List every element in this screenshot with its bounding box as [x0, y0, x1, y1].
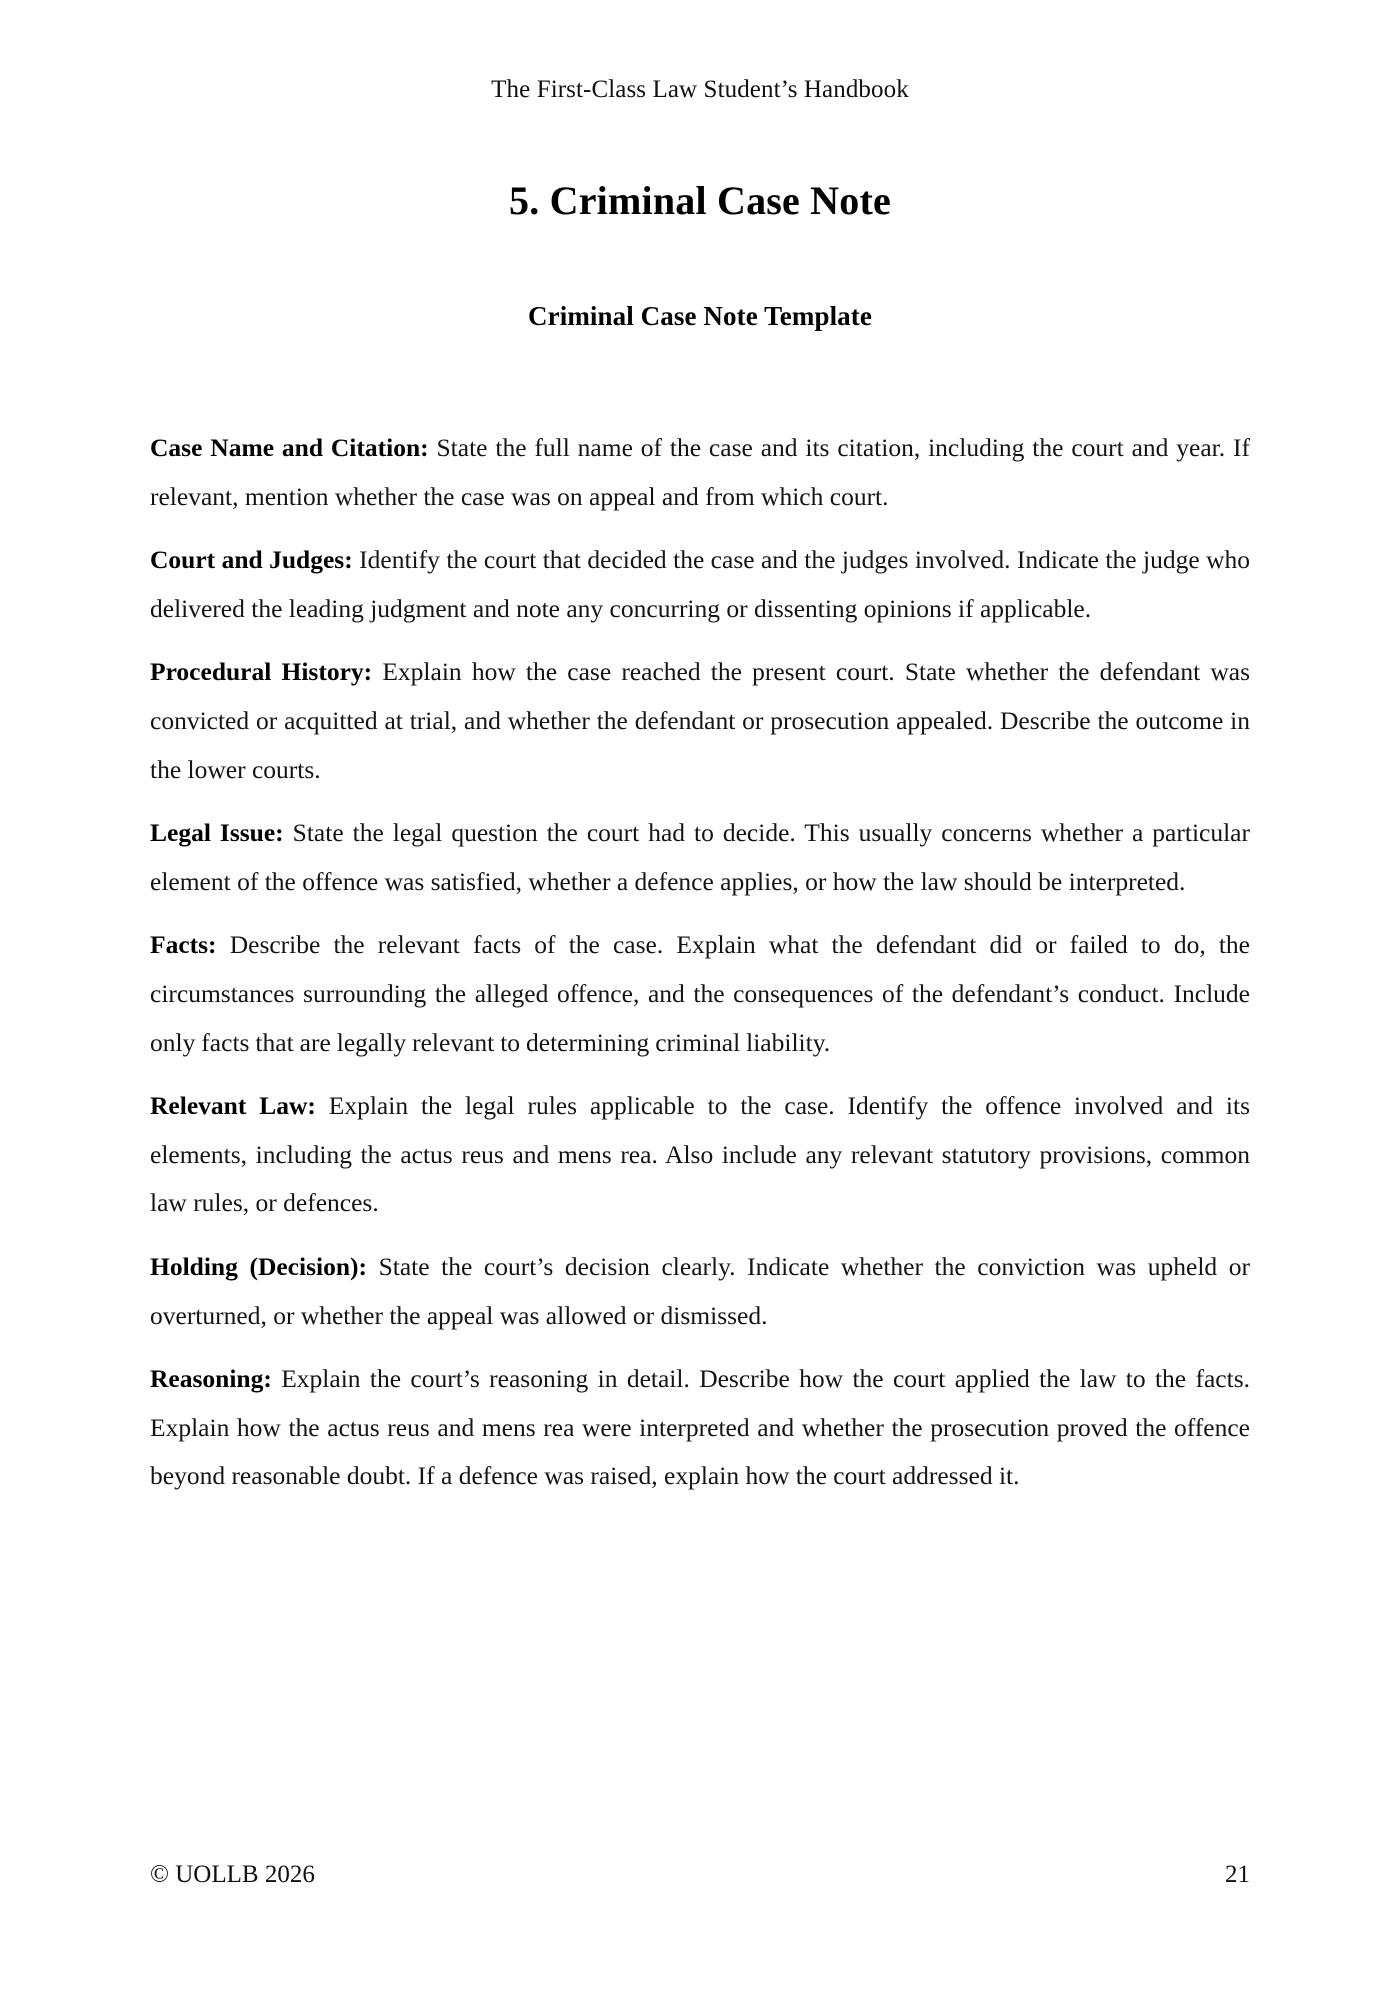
paragraph-body-text: Explain the legal rules applicable to the case. Identify the offence involved and its elements, including the actus reus and mens rea. Also include any relevant statutory provisions, common law rules, or defences. — [150, 1091, 1250, 1218]
paragraph-body-text: State the legal question the court had to decide. This usually concerns whether a particular element of the offence was satisfied, whether a defence applies, or how the law should be interpreted. — [150, 818, 1250, 896]
paragraph-body-text: Identify the court that decided the case and the judges involved. Indicate the judge who delivered the leading judgment and note any concurring or dissenting opinions if applicable. — [150, 545, 1250, 623]
paragraph-lead-label: Court and Judges: — [150, 545, 353, 575]
paragraph-body-text: Describe the relevant facts of the case. Explain what the defendant did or failed to do, the circumstances surrounding the alleged offence, and the consequences of the defendant’s conduct. Include only facts that are legally relevant to determining criminal liability. — [150, 930, 1250, 1057]
paragraph-case-name-and-citation — [150, 424, 1250, 521]
paragraph-body-text: Explain the court’s reasoning in detail. Describe how the court applied the law to the facts. Explain how the actus reus and mens rea were interpreted and whether the prosecution proved the offence beyond reasonable doubt. If a defence was raised, explain how the court addressed it. — [150, 1364, 1250, 1491]
paragraph-lead-label: Reasoning: — [150, 1364, 272, 1394]
paragraph-court-and-judges — [150, 536, 1250, 633]
paragraph-lead-label: Legal Issue: — [150, 818, 284, 848]
paragraph-legal-issue — [150, 809, 1250, 906]
paragraph-lead-label: Case Name and Citation: — [150, 433, 429, 462]
page-footer — [150, 1858, 1250, 1892]
section-subtitle: Criminal Case Note Template — [528, 301, 872, 332]
footer-page-number: 21 — [1225, 1861, 1250, 1888]
paragraph-procedural-history — [150, 648, 1250, 794]
running-header: The First-Class Law Student’s Handbook — [491, 76, 909, 103]
paragraph-lead-label: Procedural History: — [150, 657, 373, 687]
paragraph-lead-label: Relevant Law: — [150, 1091, 316, 1121]
paragraph-holding-decision — [150, 1243, 1250, 1340]
paragraph-body-text: State the full name of the case and its citation, including the court and year. If relevant, mention whether the case was on appeal and from which court. — [150, 433, 1250, 511]
paragraph-facts — [150, 921, 1250, 1067]
paragraph-lead-label: Facts: — [150, 930, 217, 960]
paragraph-body-text: Explain how the case reached the present court. State whether the defendant was convicted or acquitted at trial, and whether the defendant or prosecution appealed. Describe the outcome in the lower courts. — [150, 657, 1251, 784]
paragraph-relevant-law — [150, 1082, 1250, 1228]
footer-copyright: © UOLLB 2026 — [150, 1861, 315, 1888]
paragraph-lead-label: Holding (Decision): — [150, 1251, 368, 1281]
paragraph-reasoning — [150, 1355, 1250, 1501]
chapter-title: 5. Criminal Case Note — [509, 177, 891, 223]
paragraph-body-text: State the court’s decision clearly. Indicate whether the conviction was upheld or overturned, or whether the appeal was allowed or dismissed. — [150, 1251, 1250, 1330]
body-text-column — [150, 424, 1250, 1501]
